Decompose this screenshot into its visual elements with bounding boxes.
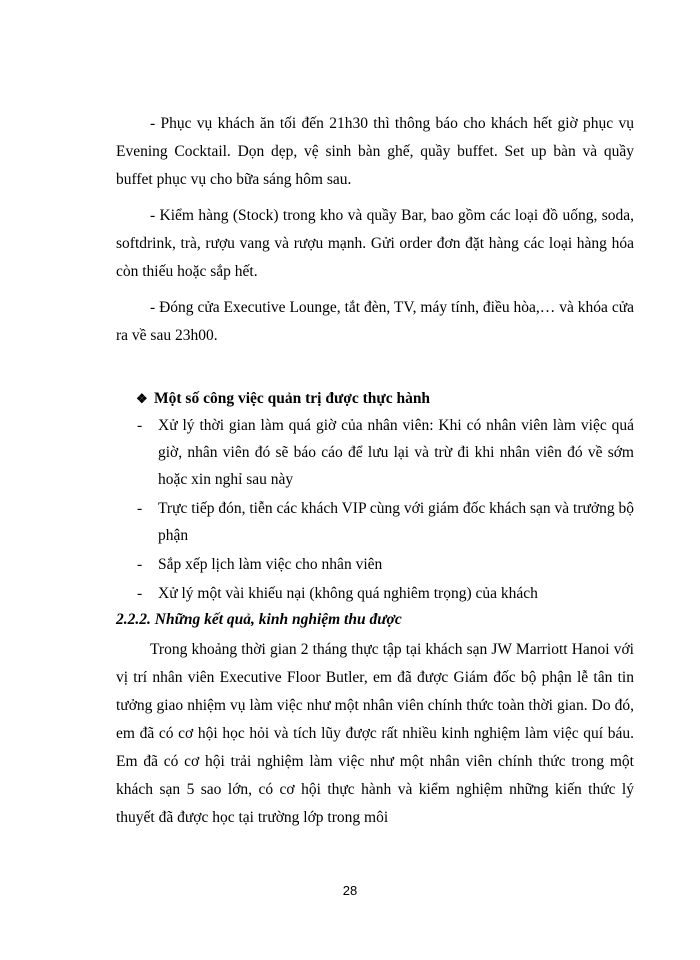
list-item-text: Xử lý thời gian làm quá giờ của nhân viên: Khi có nhân viên làm việc quá giờ, nhân viên đó sẽ báo cáo để lưu lại và trừ đi khi nhân viên đó về sớm hoặc xin nghỉ sau này [158, 417, 634, 488]
list-item [116, 412, 634, 493]
admin-tasks-heading-text: Một số công việc quản trị được thực hành [154, 390, 431, 407]
section-title-results: 2.2.2. Những kết quả, kinh nghiệm thu được [116, 611, 402, 628]
dash-bullet-icon: - [137, 500, 143, 517]
diamond-bullet-icon: ❖ [136, 391, 148, 406]
dash-bullet-icon: - [137, 556, 143, 573]
dash-bullet-icon: - [137, 585, 143, 602]
list-item-text: Trực tiếp đón, tiễn các khách VIP cùng với giám đốc khách sạn và trưởng bộ phận [158, 500, 634, 544]
admin-tasks-heading [136, 385, 430, 413]
page-number: 28 [342, 883, 358, 898]
paragraph-evening-cocktail: - Phục vụ khách ăn tối đến 21h30 thì thông báo cho khách hết giờ phục vụ Evening Cocktail. Dọn dẹp, vệ sinh bàn ghế, quầy buffet. Set up bàn và quầy buffet phục vụ cho bữa sáng hôm sau. [116, 115, 634, 188]
paragraph-results-body: Trong khoảng thời gian 2 tháng thực tập tại khách sạn JW Marriott Hanoi với vị trí nhân viên Executive Floor Butler, em đã được Giám đốc bộ phận lễ tân tin tưởng giao nhiệm vụ làm việc như một nhân viên chính thức toàn thời gian. Do đó, em đã có cơ hội học hỏi và tích lũy được rất nhiều kinh nghiệm làm việc quí báu. Em đã có cơ hội trải nghiệm làm việc như một nhân viên chính thức trong một khách sạn 5 sao lớn, có cơ hội thực hành và kiểm nghiệm những kiến thức lý thuyết đã được học tại trường lớp trong môi [116, 641, 634, 826]
list-item-text: Sắp xếp lịch làm việc cho nhân viên [158, 556, 383, 573]
paragraph-close-lounge: - Đóng cửa Executive Lounge, tắt đèn, TV, máy tính, điều hòa,… và khóa cửa ra về sau 23h00. [116, 299, 634, 344]
list-item [116, 551, 634, 578]
admin-tasks-list [116, 412, 634, 609]
list-item [116, 580, 634, 607]
list-item [116, 495, 634, 549]
dash-bullet-icon: - [137, 417, 143, 434]
list-item-text: Xử lý một vài khiếu nại (không quá nghiêm trọng) của khách [158, 585, 538, 602]
paragraph-stock-check: - Kiểm hàng (Stock) trong kho và quầy Bar, bao gồm các loại đồ uống, soda, softdrink, trà, rượu vang và rượu mạnh. Gửi order đơn đặt hàng các loại hàng hóa còn thiếu hoặc sắp hết. [116, 207, 634, 280]
